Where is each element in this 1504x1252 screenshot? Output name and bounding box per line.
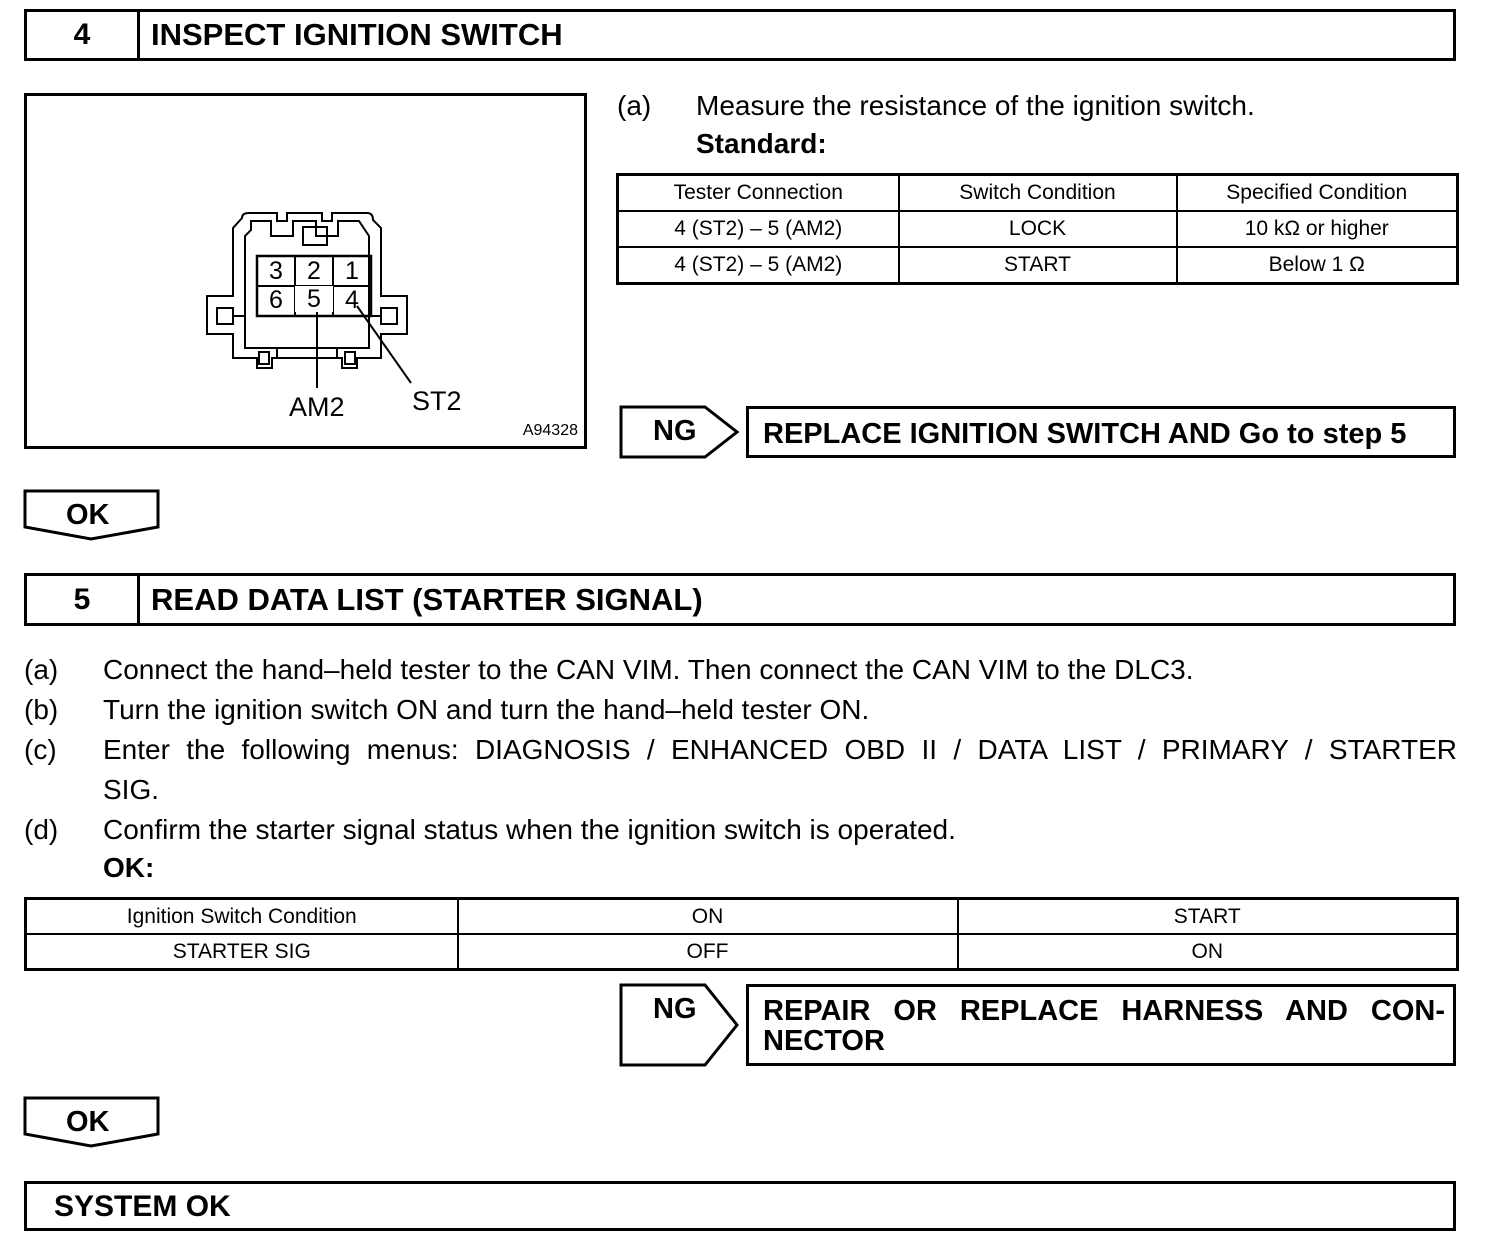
pin-3: 3 [269,257,283,285]
connector-figure [24,93,587,449]
resistance-table [616,173,1459,285]
step4-instruction-letter: (a) [617,90,652,121]
step4-header [24,9,1456,61]
step4-instruction-text: Measure the resistance of the ignition switch. [696,90,1255,121]
step5-instruction-b-letter: (b) [24,694,59,725]
step5-ng-arrow [619,983,741,1067]
step5-number: 5 [27,576,140,623]
step5-instruction-d-text: Confirm the starter signal status when the ignition switch is operated. [103,814,956,845]
pin-5: 5 [295,286,333,312]
system-ok-box [24,1181,1456,1231]
pin-6: 6 [269,286,283,314]
table-row [618,211,1458,247]
table-header: Switch Condition [899,175,1177,212]
step5-ng-action-line1: REPAIR OR REPLACE HARNESS AND CON- [763,995,1445,1027]
step5-title: READ DATA LIST (STARTER SIGNAL) [151,581,703,617]
label-am2: AM2 [289,392,345,422]
step4-ok-label: OK [66,499,110,531]
table-row [26,899,1458,935]
table-cell: ON [458,899,958,935]
table-header: Specified Condition [1177,175,1458,212]
step5-ok-label: OK [66,1106,110,1138]
step5-instruction-b-text: Turn the ignition switch ON and turn the hand–held tester ON. [103,694,870,725]
step4-ng-action [746,406,1456,458]
step5-ng-label: NG [653,993,697,1025]
table-cell: STARTER SIG [26,934,458,970]
step5-header [24,573,1456,626]
step5-instruction-c-text-cont: SIG. [103,774,160,805]
step5-instruction-c-letter: (c) [24,734,57,765]
table-cell: Ignition Switch Condition [26,899,458,935]
table-cell: START [899,247,1177,284]
system-ok-text: SYSTEM OK [54,1190,231,1223]
step5-instruction-a-letter: (a) [24,654,59,685]
step4-ok-arrow [23,489,163,543]
table-cell: LOCK [899,211,1177,247]
step5-instruction-a-text: Connect the hand–held tester to the CAN VIM. Then connect the CAN VIM to the DLC3. [103,654,1194,685]
table-cell: 4 (ST2) – 5 (AM2) [618,247,899,284]
step5-ok-arrow [23,1096,163,1150]
step5-instruction-d-letter: (d) [24,814,59,845]
starter-signal-table [24,897,1459,971]
table-row [618,247,1458,284]
standard-label: Standard: [696,128,827,159]
pin-2: 2 [307,257,321,285]
step4-number: 4 [27,12,140,58]
table-cell: ON [958,934,1458,970]
pin-1: 1 [345,257,359,285]
figure-id: A94328 [522,422,578,439]
step4-title: INSPECT IGNITION SWITCH [151,17,563,52]
pin-4: 4 [345,286,359,314]
table-cell: Below 1 Ω [1177,247,1458,284]
table-cell: START [958,899,1458,935]
step4-ng-arrow [619,405,741,459]
label-st2: ST2 [412,386,462,416]
table-cell: 10 kΩ or higher [1177,211,1458,247]
step4-ng-action-text: REPLACE IGNITION SWITCH AND Go to step 5 [763,418,1407,450]
table-cell: 4 (ST2) – 5 (AM2) [618,211,899,247]
table-row [26,934,1458,970]
table-header-row [618,175,1458,212]
step5-ng-action-line2: NECTOR [763,1025,885,1057]
table-cell: OFF [458,934,958,970]
step4-ng-label: NG [653,415,697,447]
ok-spec-label: OK: [103,852,155,883]
step5-ng-action [746,984,1456,1066]
table-header: Tester Connection [618,175,899,212]
step5-instruction-c-text: Enter the following menus: DIAGNOSIS / ENHANCED OBD II / DATA LIST / PRIMARY / STARTER [103,734,1457,765]
